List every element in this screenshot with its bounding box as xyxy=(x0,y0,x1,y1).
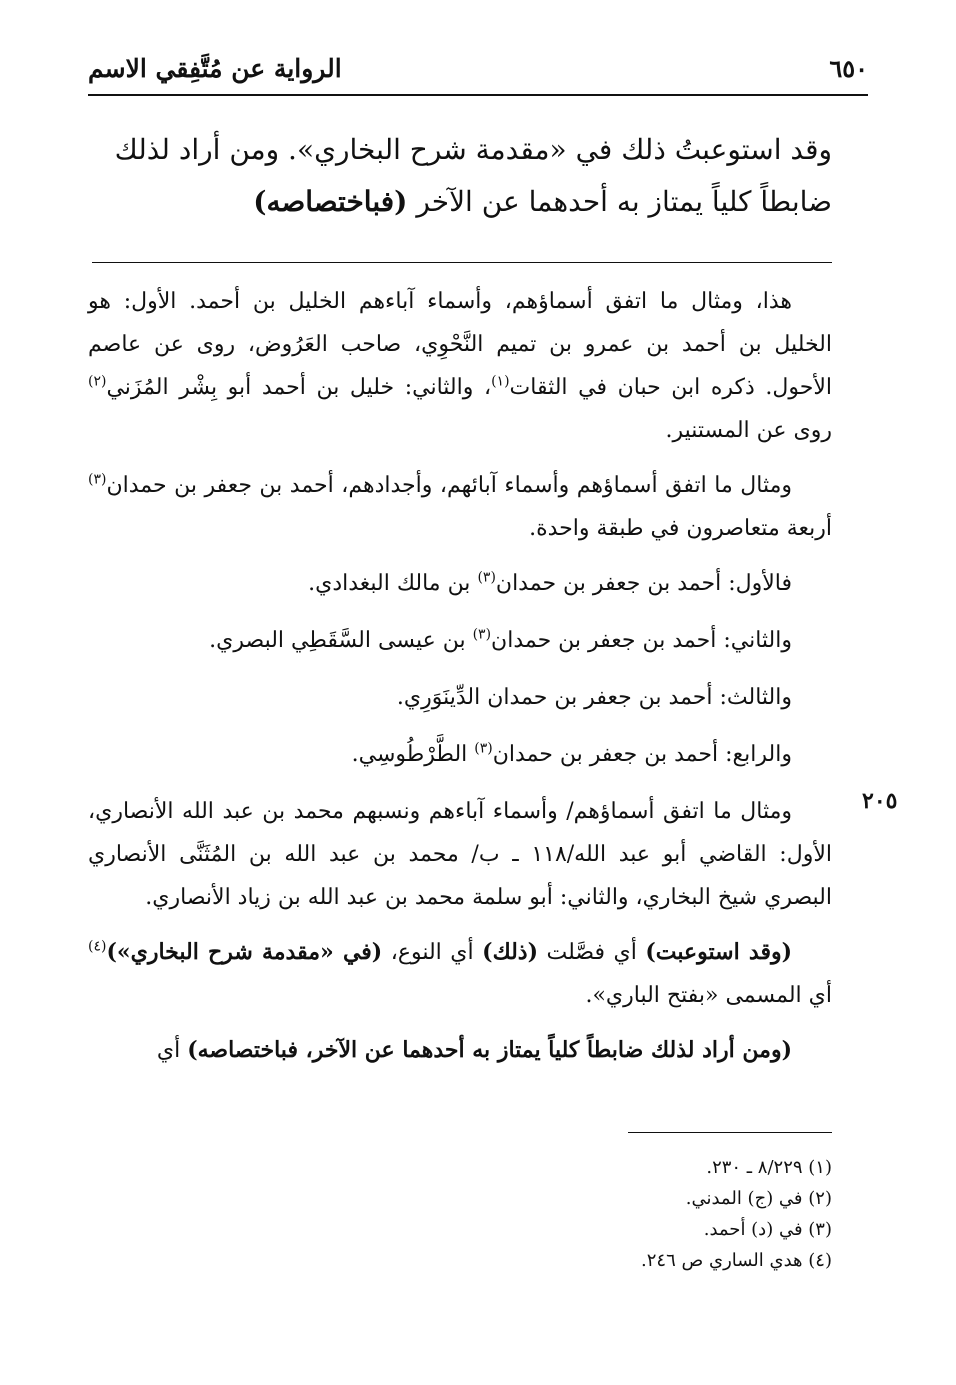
list-item-4 xyxy=(88,733,832,776)
p1-end: روى عن المستنير. xyxy=(665,418,832,443)
item-4-b: الطَّرْطُوسِي. xyxy=(351,742,475,767)
list-item-3 xyxy=(88,676,832,719)
paragraph-1 xyxy=(88,280,832,452)
item-4-ref: (٣) xyxy=(474,740,493,757)
footnote-ref-1: (١) xyxy=(491,373,510,390)
page-header xyxy=(88,48,868,96)
p2-end: أربعة متعاصرون في طبقة واحدة. xyxy=(529,516,832,541)
footnote-4: (٤) هدي الساري ص ٢٤٦. xyxy=(641,1250,832,1271)
p5-text: أي xyxy=(156,1038,188,1063)
list-item-2 xyxy=(88,619,832,662)
p4-text-2: أي النوع، xyxy=(382,940,483,965)
paragraph-5 xyxy=(88,1029,832,1072)
main-text xyxy=(88,124,832,228)
p4-bold-2: (ذلك) xyxy=(482,939,539,965)
running-title: الرواية عن مُتَّفِقي الاسم xyxy=(88,54,342,83)
p4-bold-3: (في «مقدمة شرح البخاري») xyxy=(106,939,383,965)
header-rule xyxy=(88,94,868,96)
p4-bold-1: (وقد استوعبت) xyxy=(645,939,792,965)
main-text-line-2-bold: (فباختصاصه) xyxy=(253,185,408,218)
footnote-2: (٢) في (ج) المدني. xyxy=(685,1188,832,1209)
item-1-a: فالأول: أحمد بن جعفر بن حمدان xyxy=(495,571,792,596)
p1-text: هذا، ومثال ما اتفق أسماؤهم، وأسماء آباءهم الخليل بن أحمد. الأول: هو الخليل بن أحمد بن عمرو بن تميم النَّحْوِي، صاحب العَرُوض، روى عن عاصم الأحول. ذكره ابن حبان في الثقات xyxy=(88,289,833,400)
page-number: ٦٥٠ xyxy=(829,54,868,83)
item-1-b: بن مالك البغدادي. xyxy=(308,571,478,596)
p1-mid: ، والثاني: خليل بن أحمد أبو بِشْر المُزَني xyxy=(106,375,492,400)
paragraph-2 xyxy=(88,464,832,550)
item-3-a: والثالث: أحمد بن جعفر بن حمدان الدِّينَوَرِي. xyxy=(396,685,792,710)
footnotes xyxy=(412,1152,832,1276)
p4-text-3: أي المسمى «بفتح الباري». xyxy=(585,983,832,1008)
footnote-3: (٣) في (د) أحمد. xyxy=(703,1219,832,1240)
item-4-a: والرابع: أحمد بن جعفر بن حمدان xyxy=(492,742,792,767)
main-text-line-2-plain: ضابطاً كلياً يمتاز به أحدهما عن الآخر xyxy=(407,185,832,218)
footnote-rule xyxy=(628,1132,832,1133)
commentary xyxy=(88,280,832,1084)
main-text-line-1: وقد استوعبتُ ذلك في «مقدمة شرح البخاري». ومن أراد لذلك xyxy=(114,133,832,166)
manuscript-folio-number: ٢٠٥ xyxy=(862,788,898,814)
p4-text-1: أي فصَّلت xyxy=(538,940,646,965)
item-1-ref: (٣) xyxy=(477,569,496,586)
footnote-ref-3: (٣) xyxy=(88,471,107,488)
paragraph-3: ومثال ما اتفق أسماؤهم/ وأسماء آباءهم ونسبهم محمد بن عبد الله الأنصاري، الأول: القاضي أبو عبد الله/١١٨ ـ ب/ محمد بن عبد الله بن المُثَنَّى الأنصاري البصري شيخ البخاري، والثاني: أبو سلمة محمد بن عبد الله بن زياد الأنصاري. xyxy=(88,799,832,910)
p5-bold: (ومن أراد لذلك ضابطاً كلياً يمتاز به أحدهما عن الآخر، فباختصاصه) xyxy=(187,1037,792,1063)
separator-rule xyxy=(92,262,832,263)
item-2-b: بن عيسى السَّقَطِي البصري. xyxy=(209,628,473,653)
item-2-ref: (٣) xyxy=(472,626,492,643)
item-2-a: والثاني: أحمد بن جعفر بن حمدان xyxy=(491,628,792,653)
paragraph-4 xyxy=(88,931,832,1017)
main-text-line-2 xyxy=(88,176,832,228)
footnote-ref-2: (٢) xyxy=(88,373,107,390)
list-item-1 xyxy=(88,562,832,605)
footnote-1: (١) ٨/٢٢٩ ـ ٢٣٠. xyxy=(706,1157,832,1178)
p2-text: ومثال ما اتفق أسماؤهم وأسماء آبائهم، وأجدادهم، أحمد بن جعفر بن حمدان xyxy=(106,473,792,498)
footnote-ref-4: (٤) xyxy=(88,938,107,955)
